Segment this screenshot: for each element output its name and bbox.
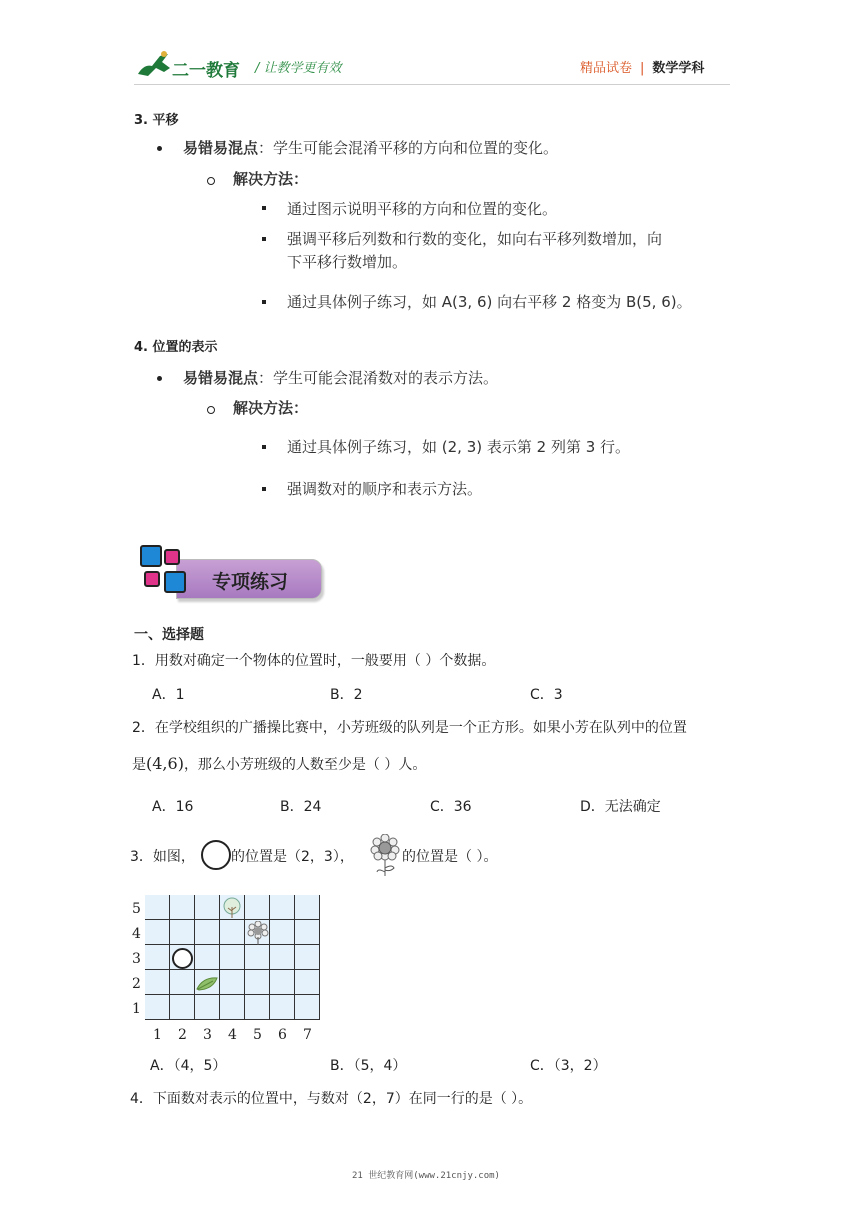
subject-label: 数学学科	[652, 61, 705, 76]
section4-item: 强调数对的顺序和表示方法。	[287, 480, 483, 498]
grid-cell	[245, 945, 270, 970]
col-label: 6	[278, 1027, 287, 1043]
circle-icon	[201, 840, 231, 870]
grid-cell	[195, 920, 220, 945]
grid-cell	[220, 995, 245, 1020]
paper-type-label: 精品试卷	[580, 61, 633, 76]
point-label: 易错易混点	[183, 139, 259, 157]
header-right	[580, 57, 704, 76]
row-label: 5	[132, 901, 141, 917]
grid-cell	[270, 970, 295, 995]
section3-item: 通过图示说明平移的方向和位置的变化。	[287, 200, 558, 218]
banner-square-icon	[144, 571, 160, 587]
q2-pair: (4,6)	[146, 754, 184, 773]
banner-title: 专项练习	[212, 571, 289, 593]
grid-cell	[270, 995, 295, 1020]
col-label: 1	[153, 1027, 162, 1043]
grid-cell	[170, 895, 195, 920]
grid-cell	[145, 970, 170, 995]
grid-cell	[270, 945, 295, 970]
q3-prefix: 3．如图，	[130, 849, 195, 865]
banner-square-icon	[140, 545, 162, 567]
grid-cell	[195, 895, 220, 920]
grid-cell	[145, 920, 170, 945]
q3-option-a: A．（4，5）	[150, 1058, 227, 1074]
practice-banner	[136, 541, 326, 605]
q3-option-b: B．（5，4）	[330, 1058, 407, 1074]
section4-method-label: 解决方法：	[233, 399, 309, 417]
section3-point	[183, 137, 558, 158]
exercise-heading: 一、选择题	[134, 627, 204, 643]
section4-item: 通过具体例子练习，如 (2, 3) 表示第 2 列第 3 行。	[287, 438, 631, 456]
section3-item: 通过具体例子练习，如 A(3, 6) 向右平移 2 格变为 B(5, 6)。	[287, 293, 692, 311]
logo-runner-icon	[134, 50, 176, 80]
grid-cell	[295, 945, 320, 970]
grid-cell	[220, 970, 245, 995]
col-label: 3	[203, 1027, 212, 1043]
grid-cell	[195, 995, 220, 1020]
point-label: 易错易混点	[183, 369, 259, 387]
q1-option-b: B．2	[330, 687, 363, 703]
grid-cell	[220, 945, 245, 970]
bullet-square	[262, 487, 266, 491]
grid-cell	[295, 920, 320, 945]
grid-cell	[195, 945, 220, 970]
grid-cell	[170, 995, 195, 1020]
tree-icon	[221, 897, 243, 919]
flower-icon	[370, 834, 400, 878]
row-label: 3	[132, 951, 141, 967]
q1-option-c: C．3	[530, 687, 563, 703]
bullet-square	[262, 206, 266, 210]
bullet-square	[262, 300, 266, 304]
header-separator: |	[640, 61, 645, 76]
slogan: / 让教学更有效	[255, 61, 342, 76]
bullet-square	[262, 445, 266, 449]
leaf-icon	[195, 975, 219, 993]
grid-cell	[170, 970, 195, 995]
grid-cell	[270, 920, 295, 945]
q2-option-d: D．无法确定	[580, 799, 661, 815]
q2-line2	[132, 754, 426, 774]
bullet-circle	[207, 177, 215, 185]
q2-option-a: A．16	[152, 799, 194, 815]
q2-line1: 2．在学校组织的广播操比赛中，小芳班级的队列是一个正方形。如果小芳在队列中的位置	[132, 720, 687, 736]
grid-cell	[295, 995, 320, 1020]
grid-cell	[270, 895, 295, 920]
bullet-dot	[157, 146, 162, 151]
q4-text: 4．下面数对表示的位置中，与数对（2，7）在同一行的是（ ）。	[130, 1091, 533, 1107]
banner-square-icon	[164, 549, 180, 565]
row-label: 4	[132, 926, 141, 942]
section4-point	[183, 367, 498, 388]
banner-square-icon	[164, 571, 186, 593]
q2-option-b: B．24	[280, 799, 322, 815]
grid-cell	[245, 895, 270, 920]
q3-suffix: 的位置是（ ）。	[402, 849, 498, 865]
section4-title: 4. 位置的表示	[134, 340, 218, 355]
row-label: 1	[132, 1001, 141, 1017]
section3-item: 强调平移后列数和行数的变化，如向右平移列数增加，向	[287, 230, 663, 248]
col-label: 2	[178, 1027, 187, 1043]
bullet-square	[262, 237, 266, 241]
grid-cell	[245, 995, 270, 1020]
col-label: 4	[228, 1027, 237, 1043]
header-divider	[134, 84, 730, 85]
q2-suffix: ，那么小芳班级的人数至少是（ ）人。	[183, 757, 427, 773]
section3-title: 3. 平移	[134, 113, 179, 128]
bullet-circle	[207, 406, 215, 414]
col-label: 5	[253, 1027, 262, 1043]
row-label: 2	[132, 976, 141, 992]
section3-item-cont: 下平移行数增加。	[287, 253, 408, 271]
flower-icon	[247, 921, 269, 945]
col-label: 7	[303, 1027, 312, 1043]
q3-mid: 的位置是（2，3），	[231, 849, 354, 865]
q2-option-c: C．36	[430, 799, 472, 815]
point-text: ：学生可能会混淆数对的表示方法。	[258, 369, 499, 387]
grid-cell	[295, 970, 320, 995]
q1-text: 1．用数对确定一个物体的位置时，一般要用（ ）个数据。	[132, 653, 496, 669]
bullet-dot	[157, 376, 162, 381]
grid-cell	[220, 920, 245, 945]
circle-icon	[172, 948, 193, 969]
logo-text: 二一教育	[172, 61, 240, 81]
q1-option-a: A．1	[152, 687, 185, 703]
grid-cell	[145, 895, 170, 920]
footer-text: 21 世纪教育网(www.21cnjy.com)	[352, 1171, 500, 1181]
grid-cell	[145, 945, 170, 970]
section3-method-label: 解决方法：	[233, 170, 309, 188]
q3-option-c: C．（3，2）	[530, 1058, 607, 1074]
grid-cell	[295, 895, 320, 920]
grid-cell	[245, 970, 270, 995]
point-text: ：学生可能会混淆平移的方向和位置的变化。	[258, 139, 559, 157]
grid-cell	[145, 995, 170, 1020]
grid-cell	[170, 920, 195, 945]
q2-prefix: 是	[132, 757, 146, 773]
